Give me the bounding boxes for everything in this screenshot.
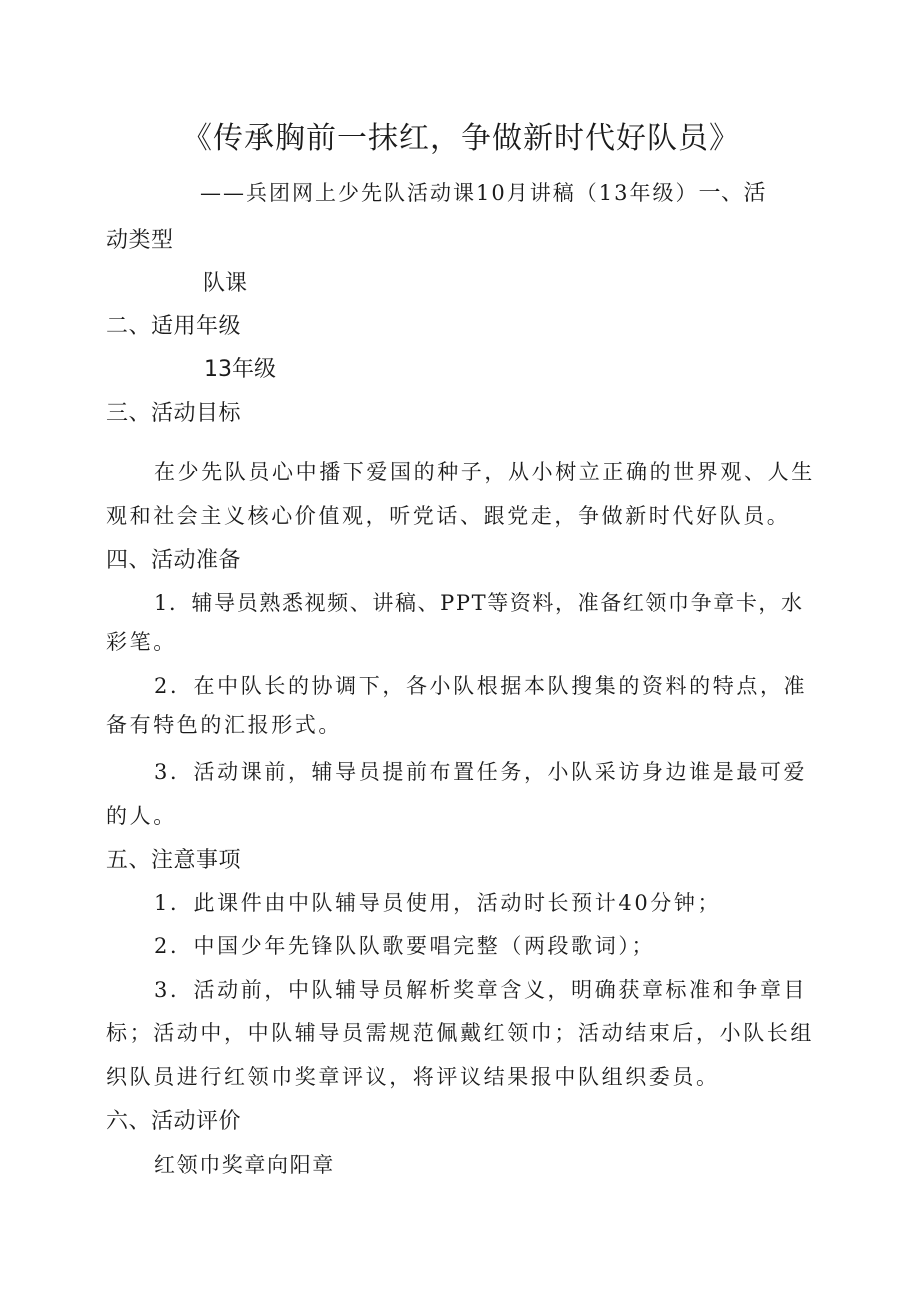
section-1-content: 队课: [203, 271, 248, 296]
section-5-item-3-line-2: 标；活动中，中队辅导员需规范佩戴红领巾；活动结束后，小队长组: [106, 1021, 814, 1045]
section-5-item-2-line-1: 2．中国少年先锋队队歌要唱完整（两段歌词）；: [154, 934, 656, 958]
section-4-item-2-line-2: 备有特色的汇报形式。: [106, 713, 342, 737]
subtitle-text: ——兵团网上少先队活动课10月讲稿（13年级）: [200, 181, 699, 205]
section-4-item-3-line-1: 3．活动课前，辅导员提前布置任务，小队采访身边谁是最可爱: [154, 760, 808, 784]
section-2-heading: 二、适用年级: [106, 314, 242, 339]
section-4-item-1-line-2: 彩笔。: [106, 630, 177, 654]
section-5-item-3-line-3: 织队员进行红领巾奖章评议，将评议结果报中队组织委员。: [106, 1065, 720, 1089]
section-3-heading: 三、活动目标: [106, 401, 242, 426]
section-3-paragraph-line-2: 观和社会主义核心价值观，听党话、跟党走，争做新时代好队员。: [106, 504, 791, 528]
section-1-heading-end: 动类型: [106, 228, 174, 253]
section-2-content: 13年级: [204, 357, 276, 382]
section-6-content: 红领巾奖章向阳章: [154, 1153, 335, 1177]
section-4-item-2-line-1: 2．在中队长的协调下，各小队根据本队搜集的资料的特点，准: [154, 674, 808, 698]
section-4-item-3-line-2: 的人。: [106, 804, 177, 828]
section-5-item-1-line-1: 1．此课件由中队辅导员使用，活动时长预计40分钟；: [154, 891, 722, 915]
document-subtitle: [200, 183, 766, 205]
section-6-heading: 六、活动评价: [106, 1109, 242, 1134]
section-4-item-1-line-1: 1．辅导员熟悉视频、讲稿、PPT等资料，准备红领巾争章卡，水: [154, 591, 804, 615]
section-5-heading: 五、注意事项: [106, 848, 242, 873]
document-title: 《传承胸前一抹红，争做新时代好队员》: [182, 121, 740, 156]
section-3-paragraph-line-1: 在少先队员心中播下爱国的种子，从小树立正确的世界观、人生: [154, 460, 815, 484]
section-5-item-3-line-1: 3．活动前，中队辅导员解析奖章含义，明确获章标准和争章目: [154, 978, 808, 1002]
section-1-heading-start: 一、活: [698, 181, 766, 206]
section-4-heading: 四、活动准备: [106, 548, 242, 573]
